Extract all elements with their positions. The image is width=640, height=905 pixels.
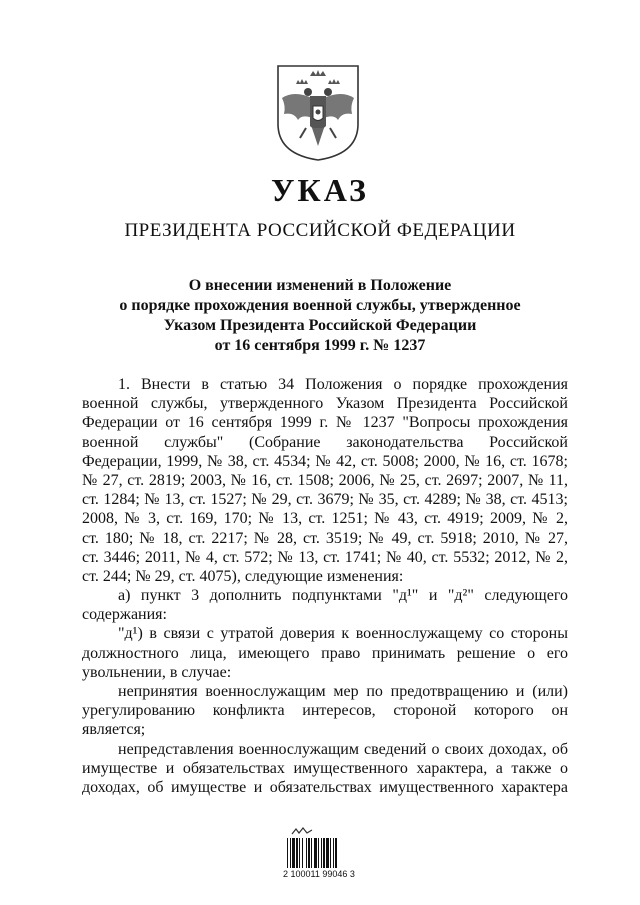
body-line: ст. 180; № 18, ст. 2217; № 28, ст. 3519; № 49, ст. 5918; 2010, № 27, <box>82 529 568 547</box>
document-subtitle: ПРЕЗИДЕНТА РОССИЙСКОЙ ФЕДЕРАЦИИ <box>124 220 516 241</box>
heading-line: Указом Президента Российской Федерации <box>163 317 477 334</box>
body-line: имуществе и обязательствах имущественного характера, а также о <box>82 759 568 777</box>
body-line: "д¹) в связи с утратой доверия к военнослужащему со стороны <box>118 625 568 643</box>
body-line: военной службы" (Собрание законодательства Российской <box>82 433 568 451</box>
decree-heading <box>0 276 640 356</box>
body-line: ст. 1284; № 13, ст. 1527; № 29, ст. 3679; № 35, ст. 4289; № 38, ст. 4513; <box>82 491 568 509</box>
state-emblem-icon <box>272 62 364 162</box>
body-line: доходах, об имуществе и обязательствах имущественного характера <box>82 778 568 796</box>
body-line: ст. 3446; 2011, № 4, ст. 572; № 13, ст. 1741; № 40, ст. 5532; 2012, № 2, <box>82 548 568 566</box>
body-line: а) пункт 3 дополнить подпунктами "д¹" и "д²" следующего <box>118 587 568 605</box>
body-line: 2008, № 3, ст. 169, 170; № 13, ст. 1251; № 43, ст. 4919; 2009, № 2, <box>82 510 568 528</box>
body-line: непринятия военнослужащим мер по предотвращению и (или) <box>118 683 568 700</box>
body-line: увольнении, в случае: <box>82 663 232 681</box>
heading-line: от 16 сентября 1999 г. № 1237 <box>214 337 426 354</box>
body-line: содержания: <box>82 606 167 624</box>
heading-line: О внесении изменений в Положение <box>188 277 452 294</box>
barcode-number: 2 100011 99046 3 <box>283 869 355 879</box>
document-title: УКАЗ <box>271 172 369 208</box>
body-line: № 27, ст. 2819; 2003, № 16, ст. 1508; 2006, № 25, ст. 2697; 2007, № 11, <box>82 471 568 489</box>
body-line: непредставления военнослужащим сведений о своих доходах, об <box>118 740 568 758</box>
barcode-icon <box>287 838 355 868</box>
body-line: ст. 244; № 29, ст. 4075), следующие изменения: <box>82 567 404 585</box>
body-line: 1. Внести в статью 34 Положения о порядке прохождения <box>118 376 568 393</box>
body-line: является; <box>82 721 146 739</box>
body-line: Федерации, 1999, № 38, ст. 4534; № 42, ст. 5008; 2000, № 16, ст. 1678; <box>82 452 568 470</box>
heading-line: о порядке прохождения военной службы, утвержденное <box>119 297 521 314</box>
body-line: Федерации от 16 сентября 1999 г. № 1237 "Вопросы прохождения <box>82 414 568 432</box>
body-line: военной службы, утвержденного Указом Президента Российской <box>82 395 568 413</box>
decree-body <box>82 375 568 797</box>
publisher-mark-icon <box>291 827 313 835</box>
body-line: должностного лица, имеющего право принимать решение о его <box>82 644 568 662</box>
body-line: урегулированию конфликта интересов, стороной которого он <box>82 702 568 720</box>
